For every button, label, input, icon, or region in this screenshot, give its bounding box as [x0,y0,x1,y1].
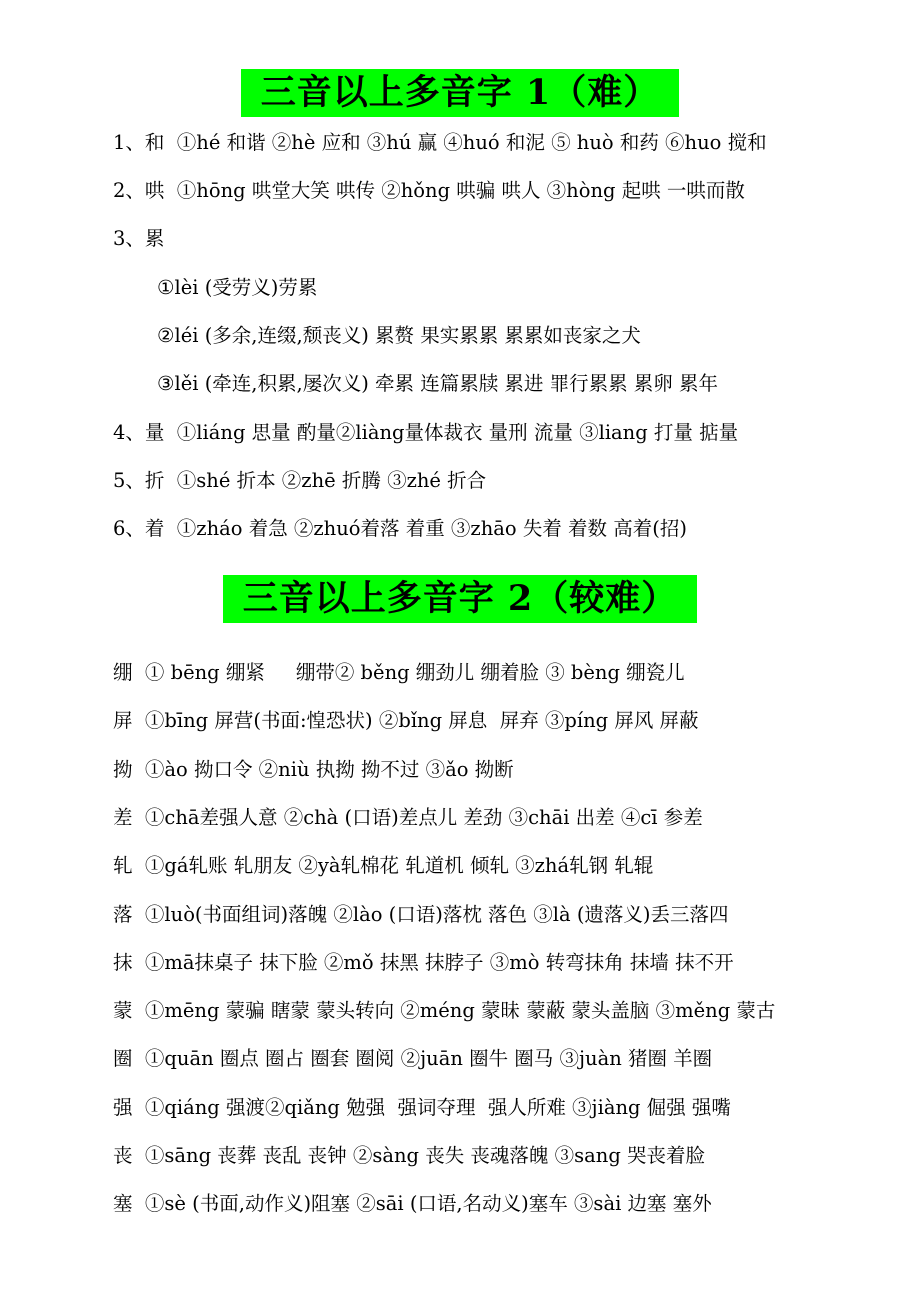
s1-line-zhao: 6、着 ①zháo 着急 ②zhuó着落 着重 ③zhāo 失着 着数 高着(招) [113,517,687,540]
s2-line-quan: 圈 ①quān 圈点 圈占 圈套 圈阅 ②juān 圈牛 圈马 ③juàn 猪圈 羊圈 [113,1047,713,1070]
s1-line-lei-3: ③lěi (牵连,积累,屡次义) 牵累 连篇累牍 累进 罪行累累 累卵 累年 [157,372,718,395]
s2-line-ma: 抹 ①mā抹桌子 抹下脸 ②mǒ 抹黑 抹脖子 ③mò 转弯抹角 抹墙 抹不开 [113,951,734,974]
s2-line-bing: 屏 ①bīng 屏营(书面:惶恐状) ②bǐng 屏息 屏弃 ③píng 屏风 屏蔽 [113,709,699,732]
s1-line-lei-1: ①lèi (受劳义)劳累 [157,276,318,299]
s2-line-beng: 绷 ① bēng 绷紧 绷带② běng 绷劲儿 绷着脸 ③ bèng 绷瓷儿 [113,661,685,684]
s1-line-lei-2: ②léi (多余,连缀,颓丧义) 累赘 果实累累 累累如丧家之犬 [157,324,641,347]
s2-line-meng: 蒙 ①mēng 蒙骗 瞎蒙 蒙头转向 ②méng 蒙昧 蒙蔽 蒙头盖脑 ③měng 蒙古 [113,999,776,1022]
s1-line-he: 1、和 ①hé 和谐 ②hè 应和 ③hú 赢 ④huó 和泥 ⑤ huò 和药 ⑥huo 搅和 [113,131,767,154]
s1-line-liang: 4、量 ①liáng 思量 酌量②liàng量体裁衣 量刑 流量 ③liang 打量 掂量 [113,421,739,444]
s1-line-zhe: 5、折 ①shé 折本 ②zhē 折腾 ③zhé 折合 [113,469,487,492]
s1-line-hong: 2、哄 ①hōng 哄堂大笑 哄传 ②hǒng 哄骗 哄人 ③hòng 起哄 一哄而散 [113,179,745,202]
s2-line-ga: 轧 ①gá轧账 轧朋友 ②yà轧棉花 轧道机 倾轧 ③zhá轧钢 轧辊 [113,854,654,877]
s1-line-lei-head: 3、累 [113,227,165,250]
section2-title-text: 三音以上多音字 2（较难） [223,575,698,623]
s2-line-se: 塞 ①sè (书面,动作义)阻塞 ②sāi (口语,名动义)塞车 ③sài 边塞 塞外 [113,1192,712,1215]
section1-title-text: 三音以上多音字 1（难） [241,69,680,117]
s2-line-ao: 拗 ①ào 拗口令 ②niù 执拗 拗不过 ③ǎo 拗断 [113,758,514,781]
section2-title [0,575,920,623]
s2-line-sang: 丧 ①sāng 丧葬 丧乱 丧钟 ②sàng 丧失 丧魂落魄 ③sang 哭丧着脸 [113,1144,706,1167]
s2-line-qiang: 强 ①qiáng 强渡②qiǎng 勉强 强词夺理 强人所难 ③jiàng 倔强 强嘴 [113,1096,731,1119]
section1-title [0,69,920,117]
s2-line-luo: 落 ①luò(书面组词)落魄 ②lào (口语)落枕 落色 ③là (遗落义)丢三落四 [113,903,729,926]
s2-line-cha: 差 ①chā差强人意 ②chà (口语)差点儿 差劲 ③chāi 出差 ④cī 参差 [113,806,703,829]
